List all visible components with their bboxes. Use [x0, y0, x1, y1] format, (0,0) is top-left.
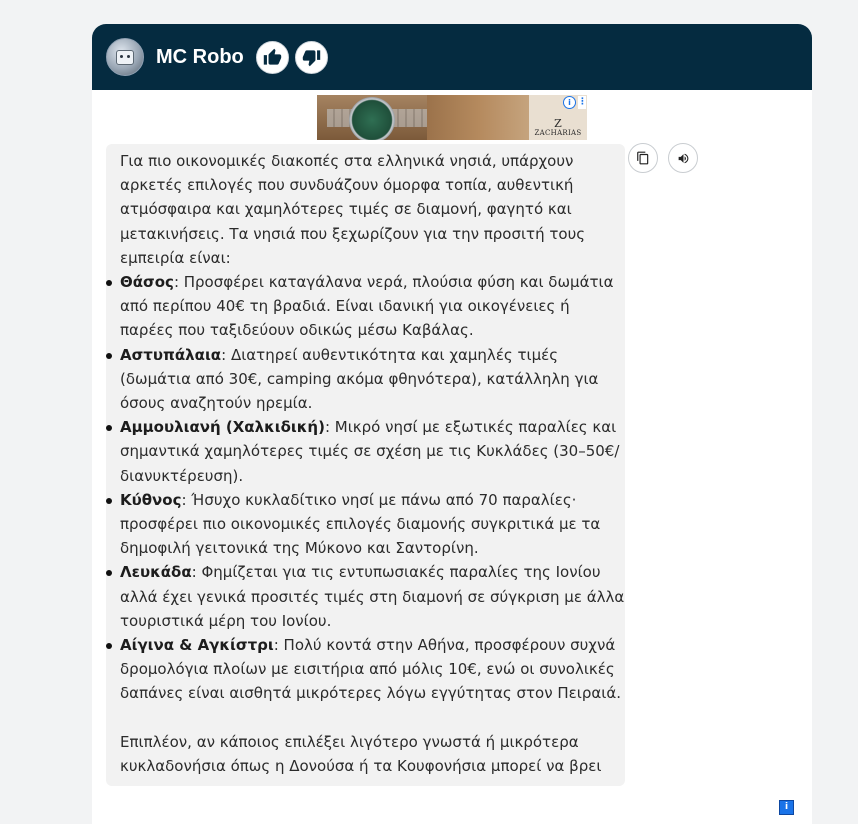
list-item-text: : Φημίζεται για τις εντυπωσιακές παραλίες της Ιονίου αλλά έχει γενικά προσιτές τιμές στη διαμονή σε σύγκριση με άλλα τουριστικά μέρη του Ιονίου. — [120, 563, 625, 630]
ad-banner[interactable] — [317, 95, 587, 140]
copy-button[interactable] — [628, 143, 658, 173]
list-item-text: : Ήσυχο κυκλαδίτικο νησί με πάνω από 70 παραλίες· προσφέρει πιο οικονομικές επιλογές διαμονής συγκριτικά με τα δημοφιλή γειτονικά της Μύκονο και Σαντορίνη. — [120, 490, 601, 558]
list-item-title: Αίγινα & Αγκίστρι — [120, 636, 274, 655]
ad-brand-name: ZACHARIAS — [534, 129, 582, 137]
chat-widget — [92, 24, 812, 824]
list-item — [120, 270, 625, 343]
list-item-text: : Πολύ κοντά στην Αθήνα, προσφέρουν συχνά δρομολόγια πλοίων με εισιτήρια από μόλις 10€, ενώ οι συνολικές δαπάνες είναι αισθητά μικρότερες λόγω εγγύτητας στον Πειραιά. — [120, 636, 621, 703]
ad-controls — [563, 96, 586, 109]
message-intro: Για πιο οικονομικές διακοπές στα ελληνικά νησιά, υπάρχουν αρκετές επιλογές που συνδυάζουν όμορφα τοπία, αυθεντική ατμόσφαιρα και χαμηλότερες τιμές σε διαμονή, φαγητό και μετακινήσεις. Τα νησιά που ξεχωρίζουν για την προσιτή τους εμπειρία είναι: — [120, 152, 586, 267]
island-list — [120, 270, 625, 706]
robot-avatar-icon — [106, 38, 144, 76]
list-item-text: : Μικρό νησί με εξωτικές παραλίες και σημαντικά χαμηλότερες τιμές σε σχέση με τις Κυκλάδες (30–50€/ διανυκτέρευση). — [120, 418, 620, 485]
list-item-title: Κύθνος — [120, 490, 182, 509]
copy-icon — [636, 151, 650, 165]
paragraph-gap — [120, 706, 625, 730]
list-item-title: Αμμουλιανή (Χαλκιδική) — [120, 418, 325, 437]
chat-header — [92, 24, 812, 90]
like-button[interactable] — [256, 41, 289, 74]
bot-name: MC Robo — [156, 45, 244, 68]
list-item-title: Θάσος — [120, 273, 174, 292]
speaker-icon — [677, 152, 690, 165]
list-item — [120, 343, 625, 416]
list-item-text: : Προσφέρει καταγάλανα νερά, πλούσια φύση και δωμάτια από περίπου 40€ τη βραδιά. Είναι ιδανική για οικογένειες ή παρέες που ταξιδεύουν οδικώς μέσω Καβάλας. — [120, 273, 614, 340]
list-item — [120, 633, 625, 706]
ad-info-icon[interactable]: i — [563, 96, 576, 109]
message-outro: Επιπλέον, αν κάποιος επιλέξει λιγότερο γνωστά ή μικρότερα κυκλαδονήσια όπως η Δονούσα ή τα Κουφονήσια μπορεί να βρει — [120, 732, 602, 775]
list-item — [120, 560, 625, 633]
list-item-text: : Διατηρεί αυθεντικότητα και χαμηλές τιμές (δωμάτια από 30€, camping ακόμα φθηνότερα), κατάλληλη για όσους αναζητούν ηρεμία. — [120, 345, 599, 413]
list-item — [120, 415, 625, 488]
dislike-button[interactable] — [295, 41, 328, 74]
ad-brand-logo: Z — [554, 117, 562, 130]
ad-watch-image — [349, 97, 395, 140]
bot-message — [106, 144, 625, 786]
thumbs-down-icon — [302, 48, 321, 67]
list-item-title: Αστυπάλαια — [120, 345, 222, 364]
robot-head — [116, 50, 134, 65]
ad-more-icon[interactable]: ⋮ — [578, 97, 587, 107]
list-item-title: Λευκάδα — [120, 563, 192, 582]
read-aloud-button[interactable] — [668, 143, 698, 173]
ad-badge-icon[interactable]: i — [779, 800, 794, 815]
list-item — [120, 488, 625, 561]
thumbs-up-icon — [263, 48, 282, 67]
